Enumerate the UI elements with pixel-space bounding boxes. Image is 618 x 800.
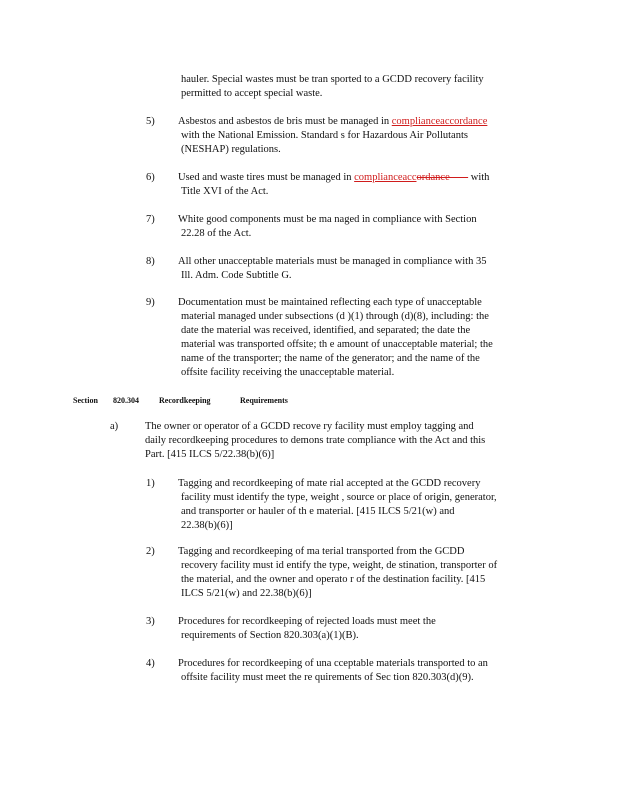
text-line: material was transported offsite; th e amount of unacceptable material; the [181, 339, 493, 350]
text-line: offsite facility must meet the re quirements of Sec tion 820.303(d)(9). [181, 672, 474, 683]
text-line: offsite facility receiving the unacceptable material. [181, 367, 395, 378]
list-item [178, 255, 486, 283]
text-line: hauler. Special wastes must be tran sported to a GCDD recovery facility [181, 74, 484, 85]
section-title-word: Requirements [240, 396, 288, 405]
list-item [178, 296, 493, 380]
text-line [178, 115, 487, 129]
list-item [178, 171, 489, 199]
text-line: Documentation must be maintained reflecting each type of unacceptable [178, 297, 482, 308]
text-line: with the National Emission. Standard s for Hazardous Air Pollutants [181, 130, 468, 141]
text-line: requirements of Section 820.303(a)(1)(B). [181, 630, 359, 641]
text-line: Procedures for recordkeeping of una cceptable materials transported to an [178, 658, 488, 669]
text-line: The owner or operator of a GCDD recove ry facility must employ tagging and [145, 421, 474, 432]
item-number: 9) [146, 297, 155, 308]
text-line: ILCS 5/21(w) and 22.38(b)(6)] [181, 588, 312, 599]
text-line: permitted to accept special waste. [181, 88, 323, 99]
text-line: Tagging and recordkeeping of ma terial transported from the GCDD [178, 546, 465, 557]
text-line: Part. [415 ILCS 5/22.38(b)(6)] [145, 449, 275, 460]
paragraph-letter: a) [110, 421, 119, 432]
section-number: 820.304 [113, 396, 139, 405]
item-number: 8) [146, 256, 155, 267]
item-number: 4) [146, 658, 155, 669]
inserted-text: complianceacc [354, 172, 417, 183]
text-line: daily recordkeeping procedures to demons trate compliance with the Act and this [145, 435, 486, 446]
text-line: the material, and the owner and operato r of the destination facility. [415 [181, 574, 486, 585]
list-item [178, 545, 497, 601]
text-line: date the material was received, identified, and separated; the date the [181, 325, 471, 336]
continuation-paragraph [181, 73, 484, 101]
text-line: name of the transporter; the name of the generator; and the name of the [181, 353, 480, 364]
item-number: 1) [146, 478, 155, 489]
deleted-text: ordance [416, 172, 469, 183]
item-number: 6) [146, 172, 155, 183]
text-line: Title XVI of the Act. [181, 186, 269, 197]
list-item [178, 477, 497, 533]
text-line: recovery facility must id entify the type, weight, de stination, transporter of [181, 560, 498, 571]
list-item [178, 213, 477, 241]
text-line: All other unacceptable materials must be managed in compliance with 35 [178, 256, 487, 267]
text-run: Asbestos and asbestos de bris must be managed in [178, 116, 392, 127]
text-line: Procedures for recordkeeping of rejected loads must meet the [178, 616, 436, 627]
text-line: White good components must be ma naged in compliance with Section [178, 214, 477, 225]
text-run: with [468, 172, 490, 183]
section-label: Section [73, 396, 98, 405]
text-line: material managed under subsections (d )(1) through (d)(8), including: the [181, 311, 489, 322]
text-line: Tagging and recordkeeping of mate rial accepted at the GCDD recovery [178, 478, 481, 489]
text-line: and transporter or hauler of th e material. [415 ILCS 5/21(w) and [181, 506, 455, 517]
list-item [178, 115, 487, 157]
text-line: (NESHAP) regulations. [181, 144, 281, 155]
list-item [178, 615, 436, 643]
section-title-word: Recordkeeping [159, 396, 211, 405]
item-number: 2) [146, 546, 155, 557]
text-line: Ill. Adm. Code Subtitle G. [181, 270, 292, 281]
paragraph-a [145, 420, 485, 462]
list-item [178, 657, 488, 685]
text-line: facility must identify the type, weight , source or place of origin, generator, [181, 492, 497, 503]
text-line [178, 171, 489, 185]
text-line: 22.28 of the Act. [181, 228, 252, 239]
item-number: 3) [146, 616, 155, 627]
inserted-text: complianceaccordance [391, 116, 488, 127]
text-line: 22.38(b)(6)] [181, 520, 233, 531]
text-run: Used and waste tires must be managed in [178, 172, 355, 183]
item-number: 5) [146, 116, 155, 127]
item-number: 7) [146, 214, 155, 225]
